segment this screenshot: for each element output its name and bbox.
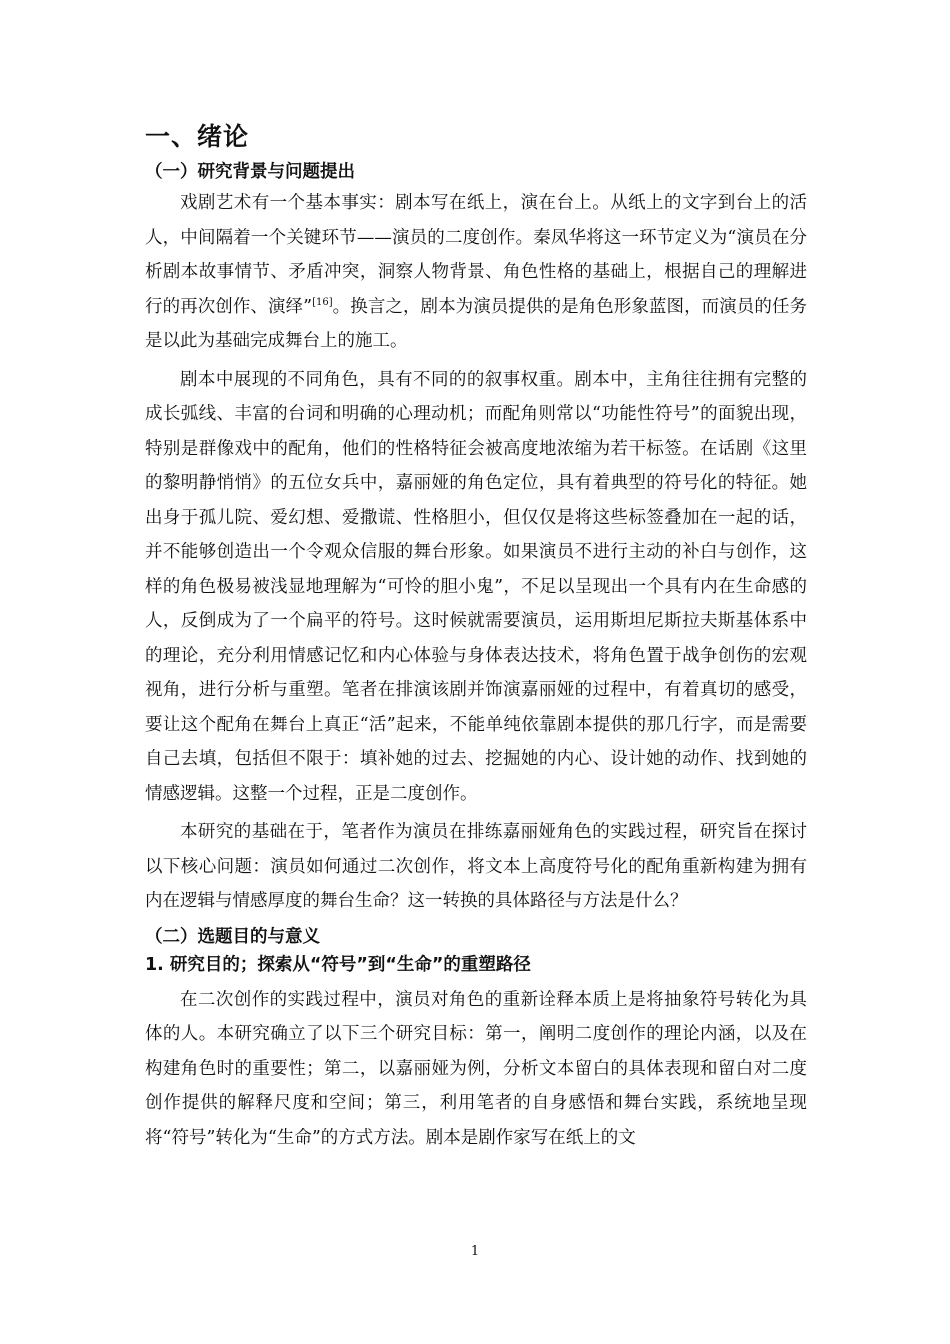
paragraph-background-1 [145, 186, 807, 359]
subsection-heading-research-goal: 1. 研究目的；探索从“符号”到“生命”的重塑路径 [145, 954, 531, 975]
section-heading-purpose: （二）选题目的与意义 [145, 926, 320, 947]
page-number: 1 [470, 1244, 480, 1259]
chapter-title: 一、绪论 [145, 122, 250, 151]
page-body [145, 118, 807, 1159]
paragraph-background-2: 剧本中展现的不同角色，具有不同的的叙事权重。剧本中，主角往往拥有完整的成长弧线、丰富的台词和明确的心理动机；而配角则常以“功能性符号”的面貌出现，特别是群像戏中的配角，他们的性格特征会被高度地浓缩为若干标签。在话剧《这里的黎明静悄悄》的五位女兵中，嘉丽娅的角色定位，具有着典型的符号化的特征。她出身于孤儿院、爱幻想、爱撒谎、性格胆小，但仅仅是将这些标签叠加在一起的话，并不能够创造出一个令观众信服的舞台形象。如果演员不进行主动的补白与创作，这样的角色极易被浅显地理解为“可怜的胆小鬼”，不足以呈现出一个具有内在生命感的人，反倒成为了一个扁平的符号。这时候就需要演员，运用斯坦尼斯拉夫斯基体系中的理论，充分利用情感记忆和内心体验与身体表达技术，将角色置于战争创伤的宏观视角，进行分析与重塑。笔者在排演该剧并饰演嘉丽娅的过程中，有着真切的感受，要让这个配角在舞台上真正“活”起来，不能单纯依靠剧本提供的那几行字，而是需要自己去填，包括但不限于：填补她的过去、挖掘她的内心、设计她的动作、找到她的情感逻辑。这整一个过程，正是二度创作。 [145, 369, 807, 804]
citation-marker: [16] [312, 296, 333, 308]
paragraph-text: 。换言之，剧本为演员提供的是角色形象蓝图，而演员的任务是以此为基础完成舞台上的施工。 [145, 296, 807, 351]
paragraph-background-3: 本研究的基础在于，笔者作为演员在排练嘉丽娅角色的实践过程，研究旨在探讨以下核心问题：演员如何通过二次创作，将文本上高度符号化的配角重新构建为拥有内在逻辑与情感厚度的舞台生命？这一转换的具体路径与方法是什么？ [145, 822, 807, 911]
section-heading-background: （一）研究背景与问题提出 [145, 162, 355, 182]
paragraph-research-goal: 在二次创作的实践过程中，演员对角色的重新诠释本质上是将抽象符号转化为具体的人。本研究确立了以下三个研究目标：第一，阐明二度创作的理论内涵，以及在构建角色时的重要性；第二，以嘉丽娅为例，分析文本留白的具体表现和留白对二度创作提供的解释尺度和空间；第三，利用笔者的自身感悟和舞台实践，系统地呈现将“符号”转化为“生命”的方式方法。剧本是剧作家写在纸上的文 [145, 989, 807, 1148]
paragraph-text: 戏剧艺术有一个基本事实：剧本写在纸上，演在台上。从纸上的文字到台上的活人，中间隔着一个关键环节——演员的二度创作。秦凤华将这一环节定义为“演员在分析剧本故事情节、矛盾冲突，洞察人物背景、角色性格的基础上，根据自己的理解进行的再次创作、演绎” [145, 193, 807, 317]
